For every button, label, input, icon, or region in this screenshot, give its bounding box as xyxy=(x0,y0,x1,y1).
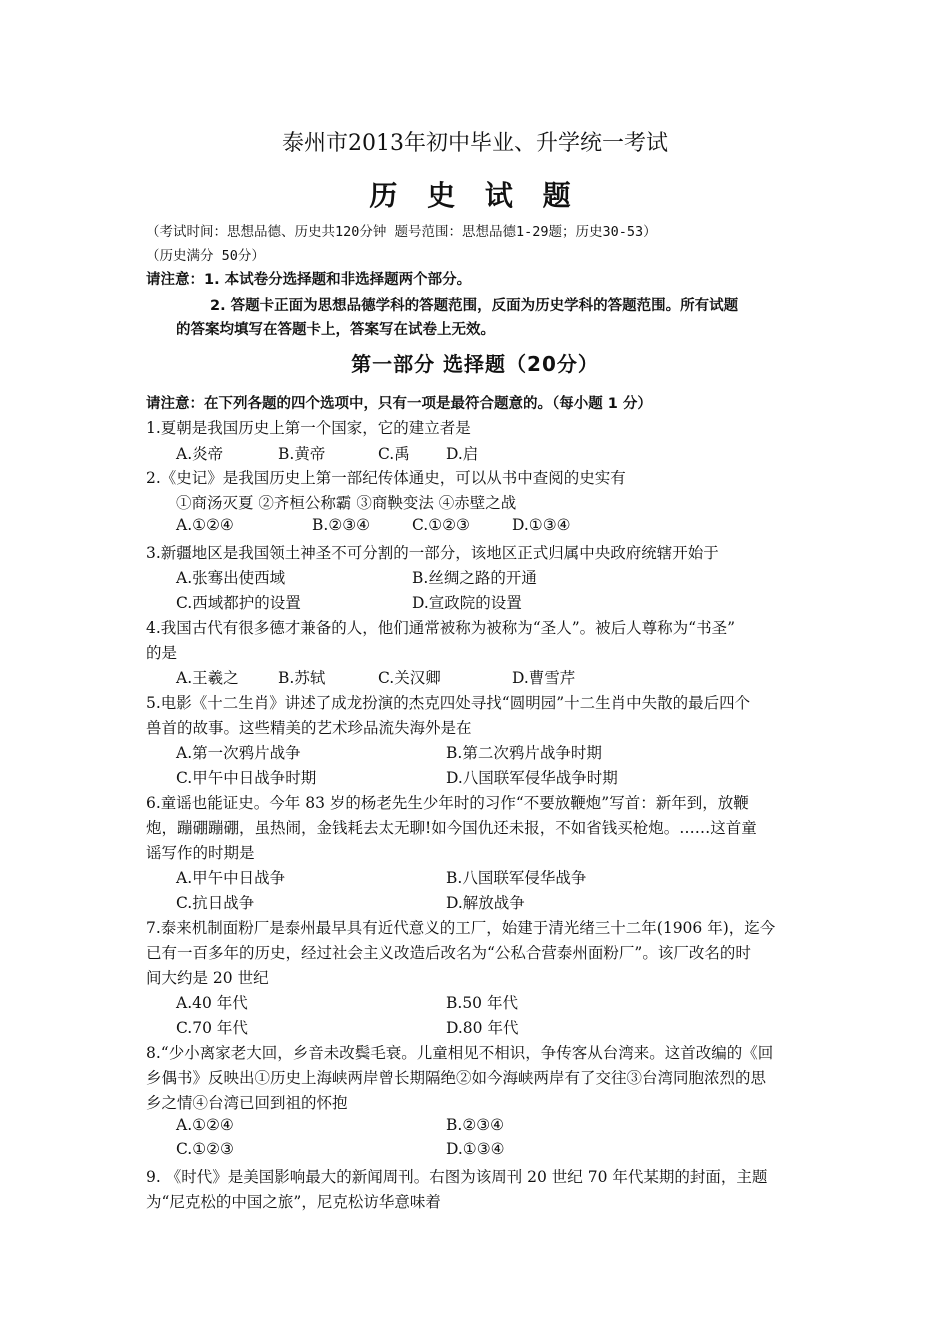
score-info: （历史满分 50分） xyxy=(146,248,265,264)
question-7-option-d: D.80 年代 xyxy=(446,1019,519,1037)
question-3-option-d: D.宣政院的设置 xyxy=(412,594,522,612)
question-2-option-c: C.①②③ xyxy=(412,516,470,534)
question-3-option-c: C.西域都护的设置 xyxy=(176,594,301,612)
question-5-stem-line-2: 兽首的故事。这些精美的艺术珍品流失海外是在 xyxy=(146,719,472,737)
question-2-items: ①商汤灭夏 ②齐桓公称霸 ③商鞅变法 ④赤壁之战 xyxy=(176,494,517,512)
question-1-stem: 1.夏朝是我国历史上第一个国家，它的建立者是 xyxy=(146,419,471,437)
question-4-option-a: A.王羲之 xyxy=(176,669,239,687)
question-8-option-a: A.①②④ xyxy=(176,1116,234,1134)
question-6-option-a: A.甲午中日战争 xyxy=(176,869,286,887)
question-3-option-a: A.张骞出使西域 xyxy=(176,569,286,587)
question-2-option-a: A.①②④ xyxy=(176,516,234,534)
subject-title: 历 史 试 题 xyxy=(369,179,581,212)
note-2-line-1: 2. 答题卡正面为思想品德学科的答题范围，反面为历史学科的答题范围。所有试题 xyxy=(210,298,739,314)
question-6-option-d: D.解放战争 xyxy=(446,894,525,912)
question-7-option-c: C.70 年代 xyxy=(176,1019,248,1037)
question-8-stem-line-2: 乡偶书》反映出①历史上海峡两岸曾长期隔绝②如今海峡两岸有了交往③台湾同胞浓烈的思 xyxy=(146,1069,767,1087)
question-4-stem-line-2: 的是 xyxy=(146,644,178,662)
question-1-option-b: B.黄帝 xyxy=(278,445,326,463)
question-7-option-b: B.50 年代 xyxy=(446,994,518,1012)
question-5-option-c: C.甲午中日战争时期 xyxy=(176,769,317,787)
question-4-stem-line-1: 4.我国古代有很多德才兼备的人，他们通常被称为被称为“圣人”。被后人尊称为“书圣” xyxy=(146,619,735,637)
question-2-stem: 2.《史记》是我国历史上第一部纪传体通史，可以从书中查阅的史实有 xyxy=(146,469,626,487)
section-title: 第一部分 选择题（20分） xyxy=(351,352,599,376)
question-6-stem-line-1: 6.童谣也能证史。今年 83 岁的杨老先生少年时的习作“不要放鞭炮”写首：新年到，放鞭 xyxy=(146,794,749,812)
question-3-stem: 3.新疆地区是我国领土神圣不可分割的一部分，该地区正式归属中央政府统辖开始于 xyxy=(146,544,719,562)
question-1-option-a: A.炎帝 xyxy=(176,445,224,463)
question-9-stem-line-1: 9. 《时代》是美国影响最大的新闻周刊。右图为该周刊 20 世纪 70 年代某期的封面，主题 xyxy=(146,1168,768,1186)
question-4-option-c: C.关汉卿 xyxy=(378,669,441,687)
question-3-option-b: B.丝绸之路的开通 xyxy=(412,569,537,587)
question-5-option-a: A.第一次鸦片战争 xyxy=(176,744,301,762)
question-6-option-b: B.八国联军侵华战争 xyxy=(446,869,587,887)
question-8-option-c: C.①②③ xyxy=(176,1140,234,1158)
section-instruction: 请注意：在下列各题的四个选项中，只有一项是最符合题意的。（每小题 1 分） xyxy=(146,396,652,412)
note-2-line-2: 的答案均填写在答题卡上，答案写在试卷上无效。 xyxy=(176,322,495,338)
question-5-option-b: B.第二次鸦片战争时期 xyxy=(446,744,602,762)
question-6-option-c: C.抗日战争 xyxy=(176,894,255,912)
question-2-option-d: D.①③④ xyxy=(512,516,571,534)
question-6-stem-line-2: 炮，蹦硼蹦硼，虽热闹，金钱耗去太无聊!如今国仇还未报，不如省钱买枪炮。……这首童 xyxy=(146,819,757,837)
question-7-option-a: A.40 年代 xyxy=(176,994,248,1012)
question-5-option-d: D.八国联军侵华战争时期 xyxy=(446,769,618,787)
question-5-stem-line-1: 5.电影《十二生肖》讲述了成龙扮演的杰克四处寻找“圆明园”十二生肖中失散的最后四个 xyxy=(146,694,751,712)
question-7-stem-line-3: 间大约是 20 世纪 xyxy=(146,969,269,987)
question-1-option-c: C.禹 xyxy=(378,445,410,463)
exam-info: （考试时间：思想品德、历史共120分钟 题号范围：思想品德1-29题；历史30-53） xyxy=(146,224,657,240)
question-1-option-d: D.启 xyxy=(446,445,479,463)
note-1: 请注意：1. 本试卷分选择题和非选择题两个部分。 xyxy=(146,272,472,288)
question-2-option-b: B.②③④ xyxy=(312,516,371,534)
question-4-option-b: B.苏轼 xyxy=(278,669,326,687)
question-8-option-b: B.②③④ xyxy=(446,1116,505,1134)
question-8-option-d: D.①③④ xyxy=(446,1140,505,1158)
question-8-stem-line-1: 8.“少小离家老大回，乡音未改鬓毛衰。儿童相见不相识，争传客从台湾来。这首改编的《回 xyxy=(146,1044,774,1062)
question-7-stem-line-2: 已有一百多年的历史，经过社会主义改造后改名为“公私合营泰州面粉厂”。该厂改名的时 xyxy=(146,944,751,962)
question-8-stem-line-3: 乡之情④台湾已回到祖的怀抱 xyxy=(146,1094,348,1112)
exam-title: 泰州市2013年初中毕业、升学统一考试 xyxy=(282,131,668,156)
question-6-stem-line-3: 谣写作的时期是 xyxy=(146,844,255,862)
question-9-stem-line-2: 为“尼克松的中国之旅”，尼克松访华意味着 xyxy=(146,1193,441,1211)
question-4-option-d: D.曹雪芹 xyxy=(512,669,576,687)
question-7-stem-line-1: 7.泰来机制面粉厂是泰州最早具有近代意义的工厂，始建于清光绪三十二年(1906 年)，迄今 xyxy=(146,919,776,937)
